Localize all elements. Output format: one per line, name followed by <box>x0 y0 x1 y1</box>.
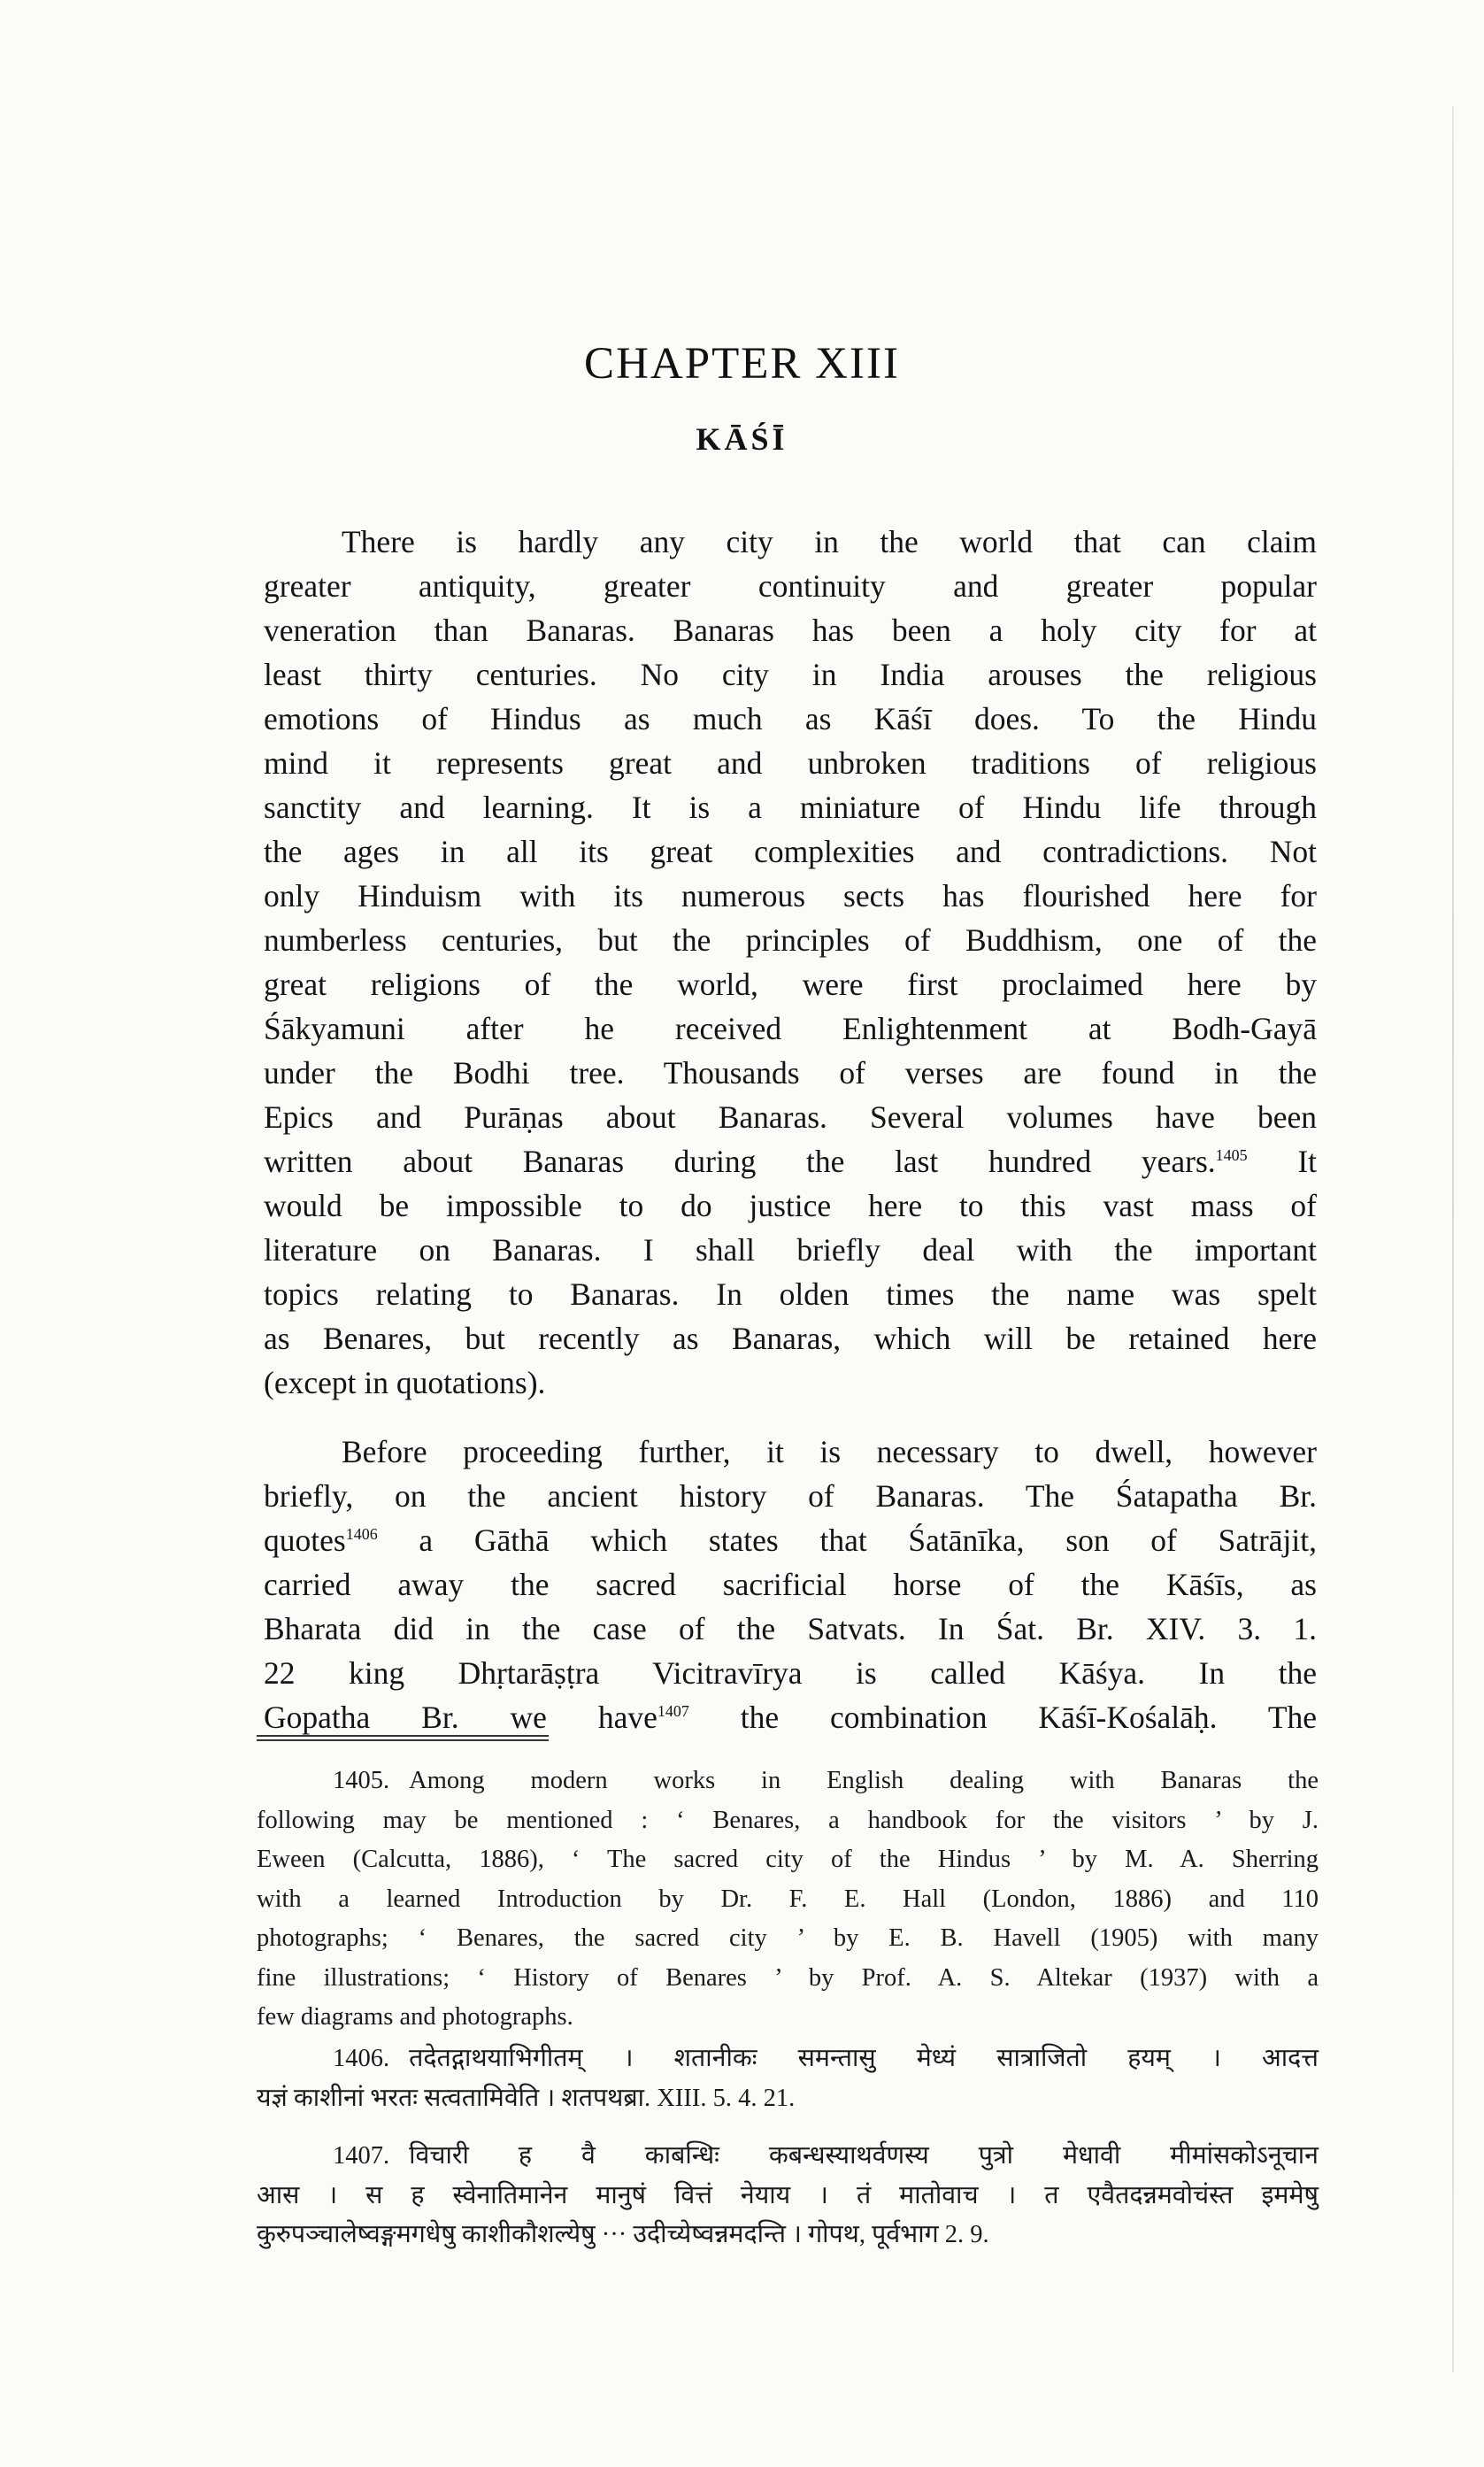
footnote-1407 <box>257 2137 1319 2255</box>
body-paragraph-2 <box>264 1430 1317 1739</box>
text-line: would be impossible to do justice here to this vast mass of <box>264 1188 1317 1223</box>
text-line: literature on Banaras. I shall briefly deal with the important <box>264 1232 1317 1268</box>
text-line: the ages in all its great complexities and contradictions. Not <box>264 834 1317 869</box>
footnote-text: Among modern works in English dealing with Banaras the <box>409 1767 1319 1794</box>
text-segment: The <box>1267 1700 1318 1735</box>
footnote-line: कुरुपञ्चालेष्वङ्गमगधेषु काशीकौशल्येषु ··· उदीच्येष्वन्नमदन्ति । गोपथ, पूर्वभाग 2. 9. <box>257 2221 989 2248</box>
text-line: Before proceeding further, it is necessary to dwell, however <box>342 1434 1317 1469</box>
text-line: least thirty centuries. No city in India arouses the religious <box>264 657 1317 692</box>
text-line: only Hinduism with its numerous sects has flourished here for <box>264 878 1317 914</box>
footnote-ref-1406[interactable]: 1406 <box>345 1525 378 1544</box>
footnote-text: तदेतद्गाथयाभिगीतम् । शतानीकः समन्तासु मेध्यं सात्राजितो हयम् । आदत्त <box>409 2045 1319 2072</box>
text-line: as Benares, but recently as Banaras, which will be retained here <box>264 1321 1317 1356</box>
footnote-line <box>257 2039 1319 2079</box>
text-segment: the combination Kāśī-Kośalāḥ. <box>740 1700 1218 1735</box>
text-line-with-footnote-ref <box>264 1695 1317 1739</box>
footnote-line: few diagrams and photographs. <box>257 2003 573 2031</box>
text-line: Bharata did in the case of the Satvats. In Śat. Br. XIV. 3. 1. <box>264 1611 1317 1646</box>
footnote-line <box>257 2137 1319 2177</box>
text-segment: quotes <box>264 1523 346 1558</box>
footnote-number: 1406. <box>333 2045 390 2072</box>
footnote-number: 1405. <box>333 1767 390 1794</box>
footnote-line: यज्ञं काशीनां भरतः सत्वतामिवेति । शतपथब्रा. XIII. 5. 4. 21. <box>257 2084 796 2112</box>
text-line: briefly, on the ancient history of Banaras. The Śatapatha Br. <box>264 1478 1317 1514</box>
text-line: numberless centuries, but the principles of Buddhism, one of the <box>264 922 1317 958</box>
footnote-line <box>257 1762 1319 1801</box>
footnote-ref-1405[interactable]: 1405 <box>1215 1146 1248 1165</box>
text-line: mind it represents great and unbroken traditions of religious <box>264 745 1317 781</box>
text-line-with-footnote-ref <box>264 1139 1317 1183</box>
body-paragraph-1 <box>264 520 1317 1405</box>
text-line: (except in quotations). <box>264 1365 546 1400</box>
footnote-line: Eween (Calcutta, 1886), ‘ The sacred city of the Hindus ’ by M. A. Sherring <box>257 1846 1319 1873</box>
chapter-subtitle: KĀŚĪ <box>696 421 788 457</box>
text-line: 22 king Dhṛtarāṣṭra Vicitravīrya is called Kāśya. In the <box>264 1655 1317 1691</box>
footnote-ref-1407[interactable]: 1407 <box>657 1702 689 1721</box>
text-segment: a Gāthā which states that Śatānīka, son of Satrājit, <box>419 1523 1317 1558</box>
footnote-number: 1407. <box>333 2142 390 2170</box>
text-line-with-footnote-ref <box>264 1518 1317 1562</box>
text-line: sanctity and learning. It is a miniature of Hindu life through <box>264 790 1317 825</box>
text-line: emotions of Hindus as much as Kāśī does. To the Hindu <box>264 701 1317 736</box>
text-line: greater antiquity, greater continuity and greater popular <box>264 568 1317 604</box>
text-line: great religions of the world, were first proclaimed here by <box>264 967 1317 1002</box>
footnote-line: आस । स ह स्वेनातिमानेन मानुषं वित्तं नेयाय । तं मातोवाच । त एवैतदन्नमवोचंस्त इममेषु <box>257 2181 1319 2209</box>
footnote-1406 <box>257 2039 1319 2118</box>
footnote-text: विचारी ह वै काबन्धिः कबन्धस्याथर्वणस्य पुत्रो मेधावी मीमांसकोऽनूचान <box>409 2142 1319 2170</box>
footnote-line: following may be mentioned : ‘ Benares, a handbook for the visitors ’ by J. <box>257 1806 1319 1834</box>
footnote-line: with a learned Introduction by Dr. F. E. Hall (London, 1886) and 110 <box>257 1885 1319 1913</box>
text-line: veneration than Banaras. Banaras has been a holy city for at <box>264 613 1317 648</box>
text-line: Śākyamuni after he received Enlightenment at Bodh-Gayā <box>264 1011 1317 1046</box>
footnote-1405 <box>257 1762 1319 2038</box>
footnote-line: fine illustrations; ‘ History of Benares ’ by Prof. A. S. Altekar (1937) with a <box>257 1963 1319 1992</box>
chapter-title: CHAPTER XIII <box>584 339 900 389</box>
text-line: carried away the sacred sacrificial horse of the Kāśīs, as <box>264 1567 1317 1602</box>
footnote-line: photographs; ‘ Benares, the sacred city ’ by E. B. Havell (1905) with many <box>257 1924 1319 1952</box>
text-segment: Gopatha Br. we have <box>264 1700 657 1735</box>
text-line: Epics and Purāṇas about Banaras. Several volumes have been <box>264 1099 1317 1135</box>
text-line: under the Bodhi tree. Thousands of verses are found in the <box>264 1055 1317 1091</box>
text-segment: It <box>1297 1144 1317 1179</box>
footnote-separator <box>257 1735 549 1741</box>
text-line: topics relating to Banaras. In olden times the name was spelt <box>264 1276 1317 1312</box>
text-segment: written about Banaras during the last hundred years. <box>264 1144 1216 1179</box>
text-line: There is hardly any city in the world that can claim <box>342 524 1317 559</box>
